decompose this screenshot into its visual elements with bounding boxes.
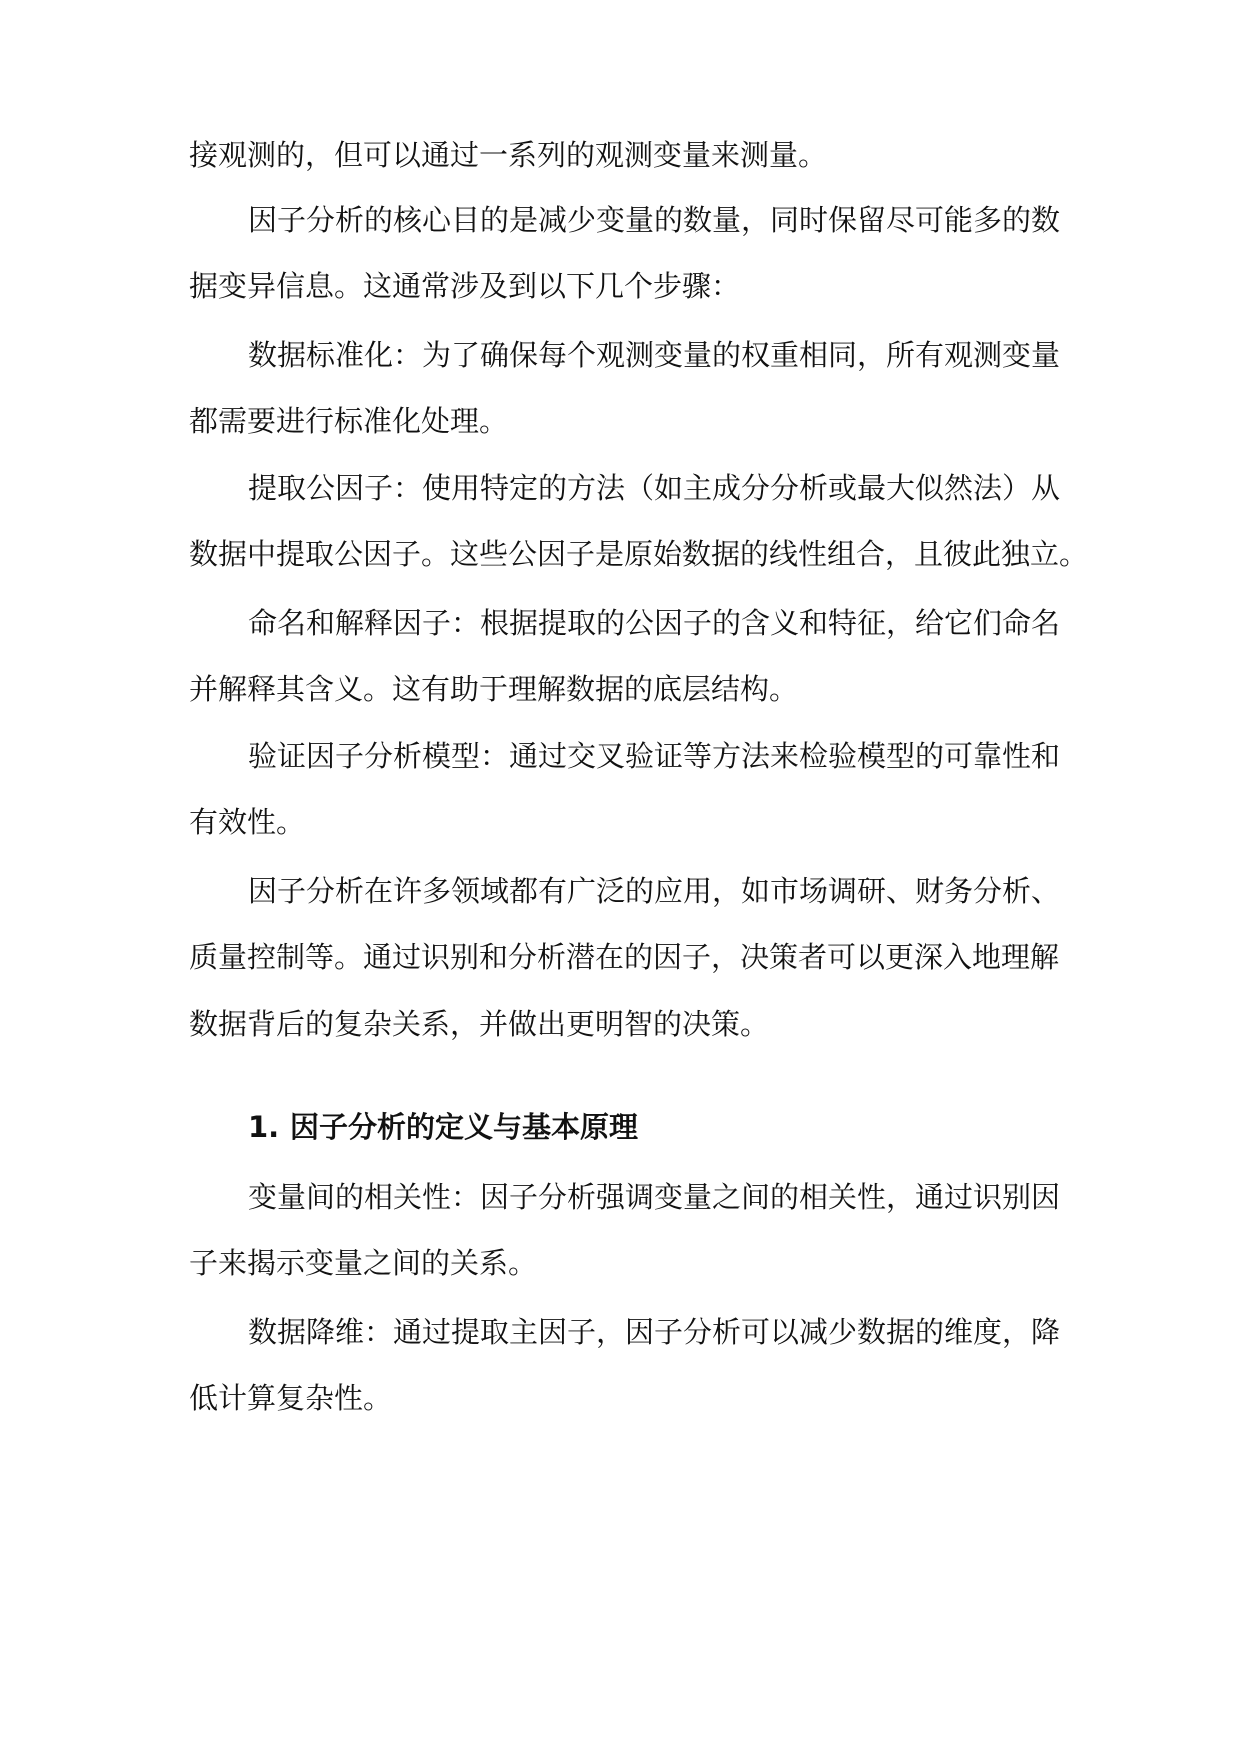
- paragraph-line: 变量间的相关性：因子分析强调变量之间的相关性，通过识别因: [248, 1180, 1061, 1214]
- paragraph-line: 因子分析的核心目的是减少变量的数量，同时保留尽可能多的数: [248, 203, 1061, 237]
- paragraph-line: 低计算复杂性。: [189, 1381, 393, 1415]
- section-number: 1.: [248, 1110, 280, 1144]
- paragraph-line: 数据中提取公因子。这些公因子是原始数据的线性组合，且彼此独立。: [189, 537, 1089, 571]
- paragraph-line: 子来揭示变量之间的关系。: [189, 1246, 538, 1280]
- paragraph-line: 接观测的，但可以通过一系列的观测变量来测量。: [189, 138, 828, 172]
- paragraph-line: 有效性。: [189, 805, 306, 839]
- paragraph-line: 数据降维：通过提取主因子，因子分析可以减少数据的维度，降: [248, 1315, 1061, 1349]
- paragraph-line: 并解释其含义。这有助于理解数据的底层结构。: [189, 672, 799, 706]
- paragraph-line: 验证因子分析模型：通过交叉验证等方法来检验模型的可靠性和: [248, 739, 1061, 773]
- paragraph-line: 命名和解释因子：根据提取的公因子的含义和特征，给它们命名: [248, 606, 1061, 640]
- section-title: 因子分析的定义与基本原理: [290, 1110, 639, 1144]
- paragraph-line: 都需要进行标准化处理。: [189, 404, 509, 438]
- paragraph-line: 质量控制等。通过识别和分析潜在的因子，决策者可以更深入地理解: [189, 940, 1060, 974]
- paragraph-line: 数据标准化：为了确保每个观测变量的权重相同，所有观测变量: [248, 338, 1061, 372]
- paragraph-line: 据变异信息。这通常涉及到以下几个步骤：: [189, 269, 741, 303]
- paragraph-line: 提取公因子：使用特定的方法（如主成分分析或最大似然法）从: [248, 471, 1061, 505]
- paragraph-line: 数据背后的复杂关系，并做出更明智的决策。: [189, 1007, 770, 1041]
- paragraph-line: 因子分析在许多领域都有广泛的应用，如市场调研、财务分析、: [248, 874, 1061, 908]
- section-heading: [248, 1107, 1128, 1147]
